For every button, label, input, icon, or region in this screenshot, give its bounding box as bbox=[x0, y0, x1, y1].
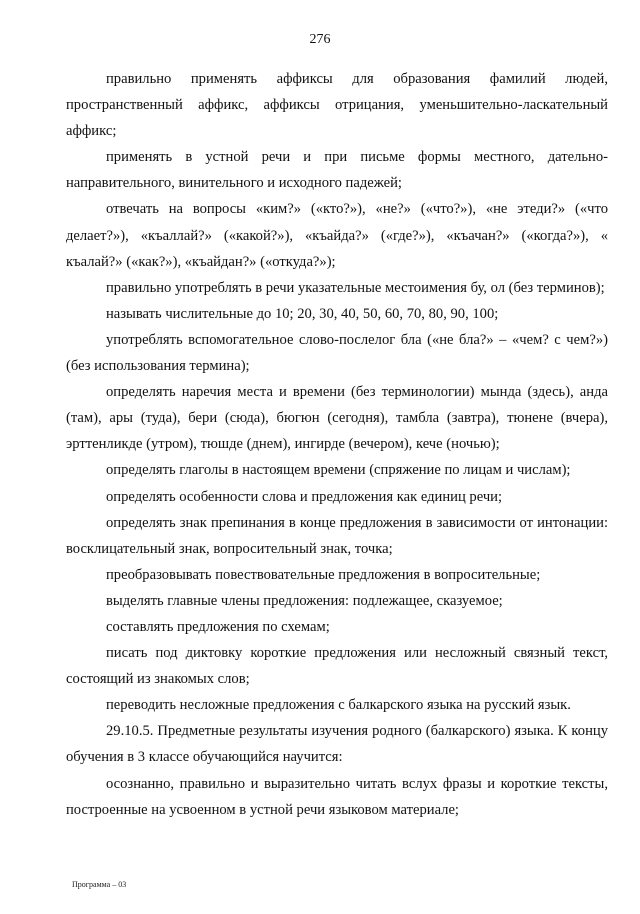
paragraph-schemes: составлять предложения по схемам; bbox=[106, 618, 330, 635]
paragraph-transform: преобразовывать повествовательные предложения в вопросительные; bbox=[106, 566, 541, 583]
paragraph-numerals: называть числительные до 10; 20, 30, 40, 50, 60, 70, 80, 90, 100; bbox=[106, 305, 499, 322]
paragraph-dictation: писать под диктовку короткие предложения или несложный связный текст, состоящий из знакомых слов; bbox=[66, 645, 608, 688]
paragraph-word-sentence: определять особенности слова и предложения как единиц речи; bbox=[106, 488, 503, 505]
paragraph-questions: отвечать на вопросы «ким?» («кто?»), «не?» («что?»), «не этеди?» («что делает?»), «къаллай?» («какой?»), «къайда?» («где?»), «къачан?» («когда?»), « къалай?» («как?»), «къайдан?» («откуда?»); bbox=[66, 201, 608, 270]
paragraph-reading: осознанно, правильно и выразительно читать вслух фразы и короткие тексты, построенные на усвоенном в устной речи языковом материале; bbox=[66, 775, 608, 818]
paragraph-translation: переводить несложные предложения с балкарского языка на русский язык. bbox=[106, 697, 571, 714]
paragraph-punctuation: определять знак препинания в конце предложения в зависимости от интонации: восклицательный знак, вопросительный знак, точка; bbox=[66, 514, 608, 557]
paragraph-affixes: правильно применять аффиксы для образования фамилий людей, пространственный аффикс, аффиксы отрицания, уменьшительно-ласкательный аффикс; bbox=[66, 71, 608, 140]
footer-label: Программа – 03 bbox=[72, 880, 127, 889]
paragraph-section-heading: 29.10.5. Предметные результаты изучения родного (балкарского) языка. К концу обучения в 3 классе обучающийся научится: bbox=[66, 723, 608, 766]
paragraph-case-forms: применять в устной речи и при письме формы местного, дательно-направительного, винительного и исходного падежей; bbox=[66, 149, 608, 192]
paragraph-main-members: выделять главные члены предложения: подлежащее, сказуемое; bbox=[106, 592, 503, 609]
paragraph-adverbs: определять наречия места и времени (без терминологии) мында (здесь), анда (там), ары (туда), бери (сюда), бюгюн (сегодня), тамбла (завтра), тюнене (вчера), эрттенликде (утром), тюшде (днем), ингирде (вечером), кече (ночью); bbox=[66, 384, 608, 453]
page-number: 276 bbox=[309, 32, 331, 47]
body-text bbox=[66, 66, 608, 823]
paragraph-postposition: употреблять вспомогательное слово-послелог бла («не бла?» – «чем? с чем?») (без использования термина); bbox=[66, 331, 608, 375]
paragraph-demonstratives: правильно употреблять в речи указательные местоимения бу, ол (без терминов); bbox=[106, 279, 605, 296]
paragraph-verbs: определять глаголы в настоящем времени (спряжение по лицам и числам); bbox=[106, 462, 571, 479]
